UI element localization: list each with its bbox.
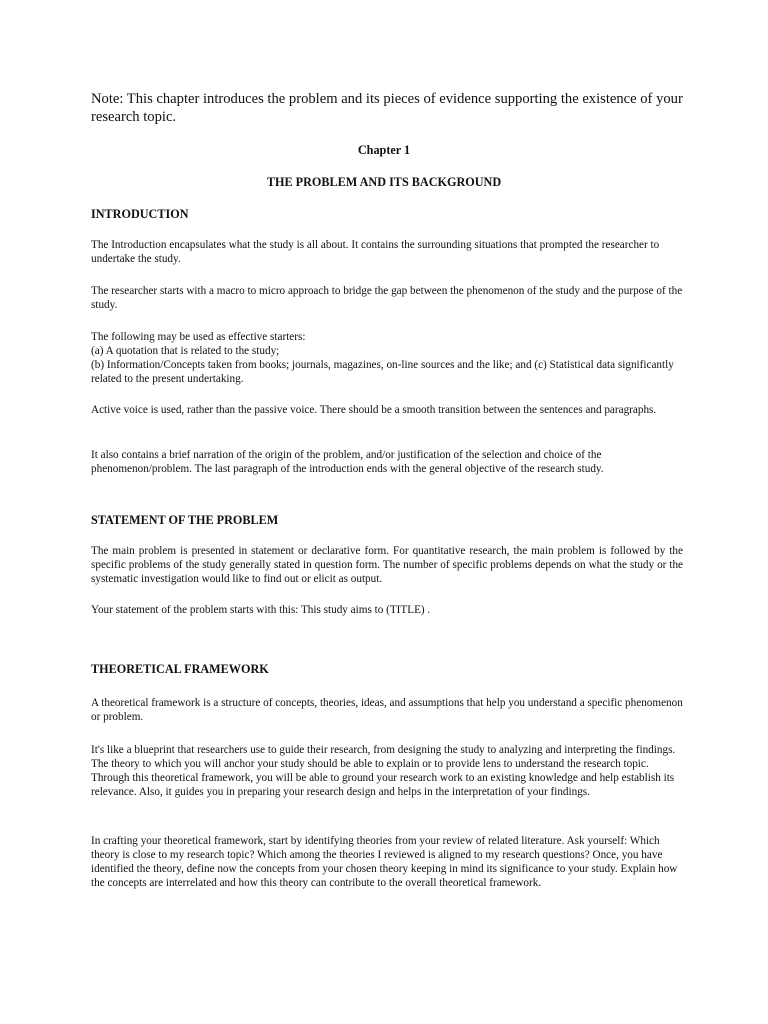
framework-paragraph-2: It's like a blueprint that researchers use to guide their research, from designing the study to analyzing and interpreting the findings. The theory to which you will anchor your study should be able to explain or to provide lens to understand the research topic. Through this theoretical framework, you will be able to ground your research work to an existing knowledge and help establish its relevance. Also, it guides you in preparing your research design and helps in the interpretation of your findings. — [91, 744, 676, 798]
starters-item-a: (a) A quotation that is related to the study; — [91, 345, 280, 357]
statement-paragraph-2: Your statement of the problem starts with this: This study aims to (TITLE) . — [91, 604, 431, 616]
starters-intro-line: The following may be used as effective starters: — [91, 331, 306, 343]
chapter-note: Note: This chapter introduces the problem and its pieces of evidence supporting the existence of your research topic. — [91, 91, 683, 125]
introduction-paragraph-5: It also contains a brief narration of the origin of the problem, and/or justification of the selection and choice of the phenomenon/problem. The last paragraph of the introduction ends with the general objective of the research study. — [91, 449, 604, 475]
introduction-paragraph-2: The researcher starts with a macro to micro approach to bridge the gap between the phenomenon of the study and the purpose of the study. — [91, 285, 683, 311]
chapter-title: THE PROBLEM AND ITS BACKGROUND — [266, 175, 502, 189]
introduction-paragraph-1: The Introduction encapsulates what the study is all about. It contains the surrounding situations that prompted the researcher to undertake the study. — [91, 239, 660, 265]
framework-paragraph-1: A theoretical framework is a structure of concepts, theories, ideas, and assumptions that help you understand a specific phenomenon or problem. — [91, 697, 683, 723]
framework-paragraph-3: In crafting your theoretical framework, start by identifying theories from your review of related literature. Ask yourself: Which theory is close to my research topic? Which among the theories I reviewed is aligned to my research questions? Once, you have identified the theory, define now the concepts from your chosen theory keeping in mind its significance to your study. Explain how the concepts are interrelated and how this theory can contribute to the overall theoretical framework. — [91, 835, 678, 889]
statement-paragraph-1: The main problem is presented in statement or declarative form. For quantitative research, the main problem is followed by the specific problems of the study generally stated in question form. The number of specific problems depends on what the study or the systematic investigation would like to find out or elicit as output. — [91, 545, 683, 585]
chapter-label: Chapter 1 — [357, 143, 411, 157]
introduction-starters-list — [91, 330, 683, 386]
introduction-heading: INTRODUCTION — [91, 207, 189, 221]
framework-heading: THEORETICAL FRAMEWORK — [91, 662, 269, 676]
statement-heading: STATEMENT OF THE PROBLEM — [91, 513, 279, 527]
introduction-paragraph-4: Active voice is used, rather than the passive voice. There should be a smooth transition between the sentences and paragraphs. — [91, 404, 657, 416]
starters-item-b: (b) Information/Concepts taken from books; journals, magazines, on-line sources and the like; and (c) Statistical data significantly related to the present undertaking. — [91, 359, 674, 385]
